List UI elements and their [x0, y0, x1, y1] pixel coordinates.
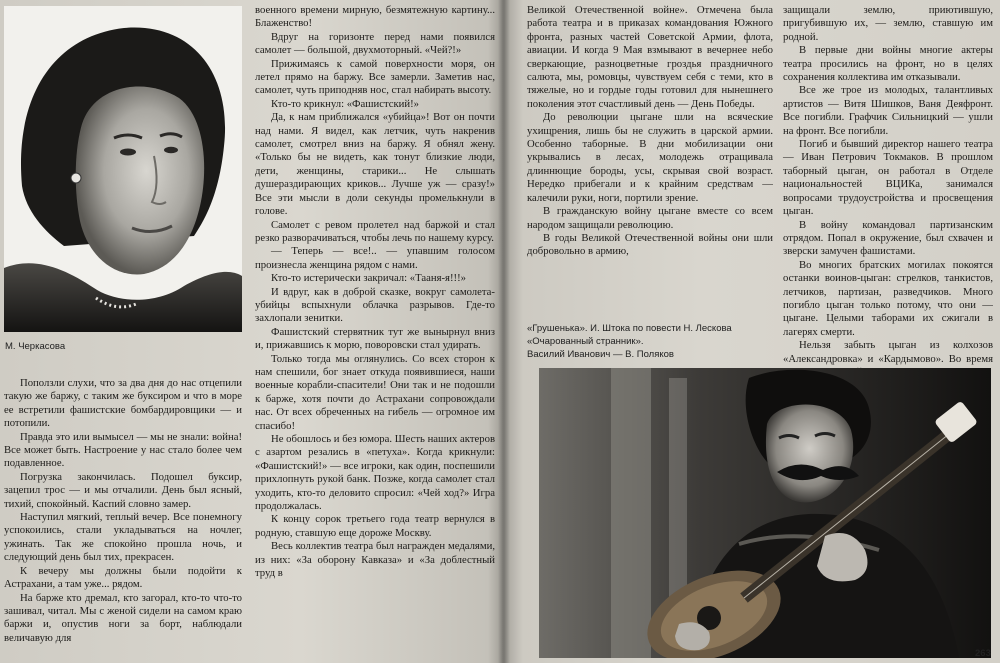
paragraph: Поползли слухи, что за два дня до нас отцепили такую же баржу, с таким же буксиром и что в море ее встретили фашистские бомбардировщики — и потопили.	[4, 377, 242, 430]
guitarist-photo-caption	[527, 322, 777, 361]
caption-line: «Грушенька». И. Штока по повести Н. Лескова	[527, 323, 732, 334]
paragraph: До революции цыгане шли на всяческие ухищрения, лишь бы не служить в царской армии. Особенно таборные. В дни мобилизации они укрывались в лесах, молодежь отращивала длиннющие бороды, усы, скрывая свой возраст. Нередко прибегали и к крайним средствам — калечили руки, ноги, портили зрение.	[527, 111, 773, 204]
paragraph: В войну командовал партизанским отрядом. Попал в окружение, был схвачен и зверски замучен фашистами.	[783, 218, 993, 258]
paragraph: Прижимаясь к самой поверхности моря, он летел прямо на баржу. Все замерли. Заметив нас, самолет, чуть приподняв нос, стал набирать высоту.	[255, 57, 495, 97]
paragraph: Не обошлось и без юмора. Шесть наших актеров с азартом резались в «петуха». Когда крикнули: «Фашистский!» — все игроки, как один, поспешили прихлопнуть рукой банк. Позже, когда самолет стал уходить, кто-то деловито спросил: «Чей ход?» Игра продолжалась.	[255, 433, 495, 513]
paragraph: И вдруг, как в доброй сказке, вокруг самолета-убийцы вспыхнули облачка разрывов. Где-то захлопали зенитки.	[255, 285, 495, 325]
paragraph: В годы Великой Отечественной войны они шли добровольно в армию,	[527, 231, 773, 258]
paragraph: Кто-то истерически закричал: «Тааня-я!!!»	[271, 272, 466, 285]
portrait-illustration	[4, 6, 242, 332]
paragraph: Фашистский стервятник тут же вынырнул вниз и, прижавшись к морю, поворовски стал удирать.	[255, 325, 495, 352]
paragraph: К вечеру мы должны были подойти к Астрахани, а там уже... рядом.	[4, 564, 242, 591]
guitarist-photo-polyakov	[539, 368, 991, 658]
right-column-1	[527, 4, 773, 259]
portrait-caption: М. Черкасова	[5, 341, 66, 352]
paragraph: В гражданскую войну цыгане вместе со всем народом защищали революцию.	[527, 205, 773, 231]
paragraph: На барже кто дремал, кто загорал, кто-то что-то зашивал, читал. Мы с женой сидели на самом краю баржи и, опустив ноги за борт, наблюдали величавую для	[4, 591, 242, 644]
paragraph: Нельзя забыть цыган из колхозов «Александровка» и «Кардымово». Во время	[783, 339, 993, 365]
paragraph: военного времени мирную, безмятежную картину... Блаженство!	[255, 4, 495, 30]
paragraph: Погиб и бывший директор нашего театра — Иван Петрович Токмаков. В прошлом таборный цыган, он работал в Отделе национальностей ВЦИКа, занимался вопросами трудоустройства и просвещения цыган.	[783, 138, 993, 218]
caption-line: «Очарованный странник».	[527, 336, 644, 347]
right-column-2	[783, 4, 993, 379]
book-gutter	[498, 0, 510, 663]
paragraph: Да, к нам приближался «убийца»! Вот он почти над нами. Я видел, как летчик, чуть накренив самолет, смотрел вниз на баржу. Я обнял жену. «Только бы не видеть, как тонут близкие люди, дети, женщины, старики... Не слышать душераздирающих криков... Лучше уж — сразу!» Все эти мысли в доли секунды промелькнули в голове.	[255, 111, 495, 218]
paragraph: Самолет с ревом пролетел над баржой и стал резко разворачиваться, чтобы лечь по нашему курсу.	[255, 218, 495, 244]
left-column-2	[255, 4, 495, 580]
paragraph: Погрузка закончилась. Подошел буксир, зацепил трос — и мы отчалили. День был ясный, тихий, спокойный. Каспий словно замер.	[4, 470, 242, 510]
paragraph: Только тогда мы оглянулись. Со всех сторон к нам спешили, бог знает откуда появившиеся, наши военные корабли-спасители! Они так и не подошли к барже, хотя почти до Астрахани сопровождали нас. От всех обреченных на гибель — огромное им спасибо!	[255, 352, 495, 432]
paragraph: В первые дни войны многие актеры театра просились на фронт, но в целях сохранения коллектива им отказывали.	[783, 44, 993, 84]
paragraph: К концу сорок третьего года театр вернулся в родную, ставшую еще дороже Москву.	[255, 513, 495, 539]
left-column-1	[4, 377, 242, 645]
page-number: 263	[975, 648, 991, 659]
paragraph: Наступил мягкий, теплый вечер. Все понемногу успокоились, стали укладываться на ночлег, ужинать. Так же спокойно прошла ночь, и следующий день был тих, прекрасен.	[4, 511, 242, 564]
portrait-photo-cherkasova	[4, 6, 242, 332]
paragraph: Кто-то крикнул: «Фашистский!»	[271, 97, 420, 110]
paragraph: Вдруг на горизонте перед нами появился самолет — большой, двухмоторный. «Чей?!»	[255, 30, 495, 57]
paragraph: защищали землю, приютившую, пригубившую их, — землю, ставшую им родной.	[783, 4, 993, 43]
caption-line: Василий Иванович — В. Поляков	[527, 349, 674, 360]
paragraph: Во многих братских могилах покоятся останки воинов-цыган: стрелков, танкистов, летчиков, партизан, разведчиков. Много погибло цыган только потому, что они — цыгане. Целыми таборами их сжигали в лагерях смерти.	[783, 258, 993, 338]
right-page	[503, 0, 1000, 663]
paragraph: — Теперь — все!.. — упавшим голосом произнесла женщина рядом с нами.	[255, 245, 495, 271]
paragraph: Правда это или вымысел — мы не знали: война! Все может быть. Настроение у нас стало более чем подавленное.	[4, 430, 242, 470]
paragraph: Все же трое из молодых, талантливых артистов — Витя Шишков, Ваня Деяфронт. Все погибли. Графчик Сильницкий — ушли на фронт. Все погибли.	[783, 84, 993, 137]
paragraph: Великой Отечественной войне». Отмечена была работа театра и в приказах командования Южного фронта, разных частей Советской Армии, флота, авиации. И когда 9 Мая взмывают в вечернее небо сверкающие, разноцветные гроздья праздничного салюта, мы, ромовцы, чувствуем себя с теми, кто в тяжелые, но и гордые годы готовил для нынешнего поколения этот счастливый день — День Победы.	[527, 4, 773, 110]
guitarist-illustration	[539, 368, 991, 658]
paragraph: Весь коллектив театра был награжден медалями, из них: «За оборону Кавказа» и «За доблестный труд в	[255, 540, 495, 580]
